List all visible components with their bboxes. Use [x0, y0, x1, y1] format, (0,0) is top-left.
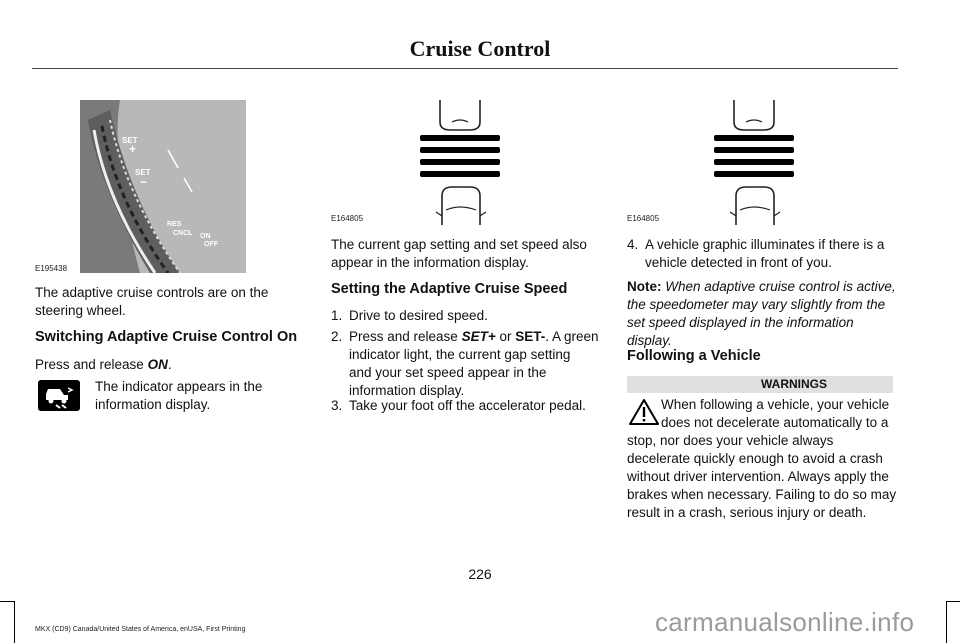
text-line: the speedometer may vary slightly from the [627, 297, 886, 312]
warning-text [627, 432, 897, 522]
list-item [331, 307, 601, 327]
list-number: 3. [331, 398, 343, 413]
key-label: SET- [515, 329, 546, 344]
text-span: . [167, 357, 172, 372]
switch-label-set-minus: SET [135, 168, 151, 177]
list-text [349, 328, 599, 346]
warnings-label: WARNINGS [761, 377, 827, 391]
paragraph [95, 378, 262, 414]
vehicle-detected-illustration [706, 100, 802, 225]
text-span: Press and release [349, 329, 462, 344]
header-rule [32, 68, 898, 69]
list-item [331, 328, 606, 400]
text-line: The adaptive cruise controls are on the [35, 285, 269, 300]
switch-label-on: ON [200, 233, 211, 240]
text-line: indicator light, the current gap setting [349, 347, 571, 362]
switch-label-res: RES [167, 221, 182, 228]
section-heading: Switching Adaptive Cruise Control On [35, 329, 298, 345]
crop-mark [946, 601, 947, 643]
text-line: steering wheel. [35, 303, 126, 318]
footer-text: MKX (CD9) Canada/United States of America, enUSA, First Printing [35, 626, 246, 633]
warnings-bar [627, 376, 893, 393]
text-line: and your set speed appear in the [349, 365, 547, 380]
switch-label-set-plus: SET [122, 136, 138, 145]
crop-mark [14, 601, 15, 643]
key-label: ON [147, 357, 168, 372]
text-span: or [495, 329, 516, 344]
text-span: When adaptive cruise control is active, [661, 279, 896, 294]
text-line: set speed displayed in the information [627, 315, 854, 330]
page-title: Cruise Control [409, 36, 551, 61]
switch-label-off: OFF [204, 241, 218, 248]
switch-label-plus: + [129, 142, 137, 156]
warning-text [661, 396, 897, 432]
text-line: decelerate quickly enough to avoid a crash [627, 451, 883, 466]
page-number: 226 [468, 566, 492, 582]
text-line: display. [627, 333, 672, 348]
text-line: stop, nor does your vehicle always [627, 433, 834, 448]
note [627, 278, 896, 350]
text-line: result in a crash, serious injury or death. [627, 505, 867, 520]
acc-indicator-icon [38, 380, 80, 411]
text-line: without driver intervention. Always apply the [627, 469, 889, 484]
text-line: A vehicle graphic illuminates if there is a [645, 237, 885, 252]
paragraph [35, 356, 172, 374]
steering-switch-illustration [80, 100, 246, 273]
section-heading: Setting the Adaptive Cruise Speed [331, 281, 568, 297]
text-line: information display. [95, 397, 211, 412]
list-text: Take your foot off the accelerator pedal. [349, 398, 586, 413]
list-number: 4. [627, 237, 639, 252]
list-number: 2. [331, 329, 343, 344]
switch-drawing [80, 100, 246, 273]
paragraph [331, 236, 587, 272]
warning-triangle-icon [628, 398, 660, 426]
text-line: brakes when necessary. Failing to do so may [627, 487, 897, 502]
text-line: The indicator appears in the [95, 379, 263, 394]
watermark: carmanualsonline.info [655, 607, 915, 637]
text-line: does not decelerate automatically to a [661, 415, 889, 430]
crop-mark [0, 601, 14, 602]
section-heading: Following a Vehicle [627, 348, 761, 364]
figure-code: E195438 [35, 264, 68, 273]
switch-label-cncl: CNCL [173, 230, 193, 237]
crop-mark [947, 601, 960, 602]
text-line: appear in the information display. [331, 255, 529, 270]
note-label: Note: [627, 279, 662, 294]
text-line: When following a vehicle, your vehicle [661, 397, 890, 412]
list-text: Drive to desired speed. [349, 308, 488, 323]
gap-setting-illustration [412, 100, 508, 225]
key-label: SET+ [461, 329, 496, 344]
list-number: 1. [331, 308, 343, 323]
figure-code: E164805 [627, 214, 660, 223]
figure-code: E164805 [331, 214, 364, 223]
paragraph [35, 284, 268, 320]
text-line: information display. [349, 383, 465, 398]
text-span: . A green [545, 329, 599, 344]
text-line: vehicle detected in front of you. [645, 255, 832, 270]
list-item [331, 397, 606, 417]
list-item [627, 236, 897, 276]
text-line: The current gap setting and set speed also [331, 237, 587, 252]
switch-label-minus: − [140, 175, 148, 189]
text-span: Press and release [35, 357, 148, 372]
